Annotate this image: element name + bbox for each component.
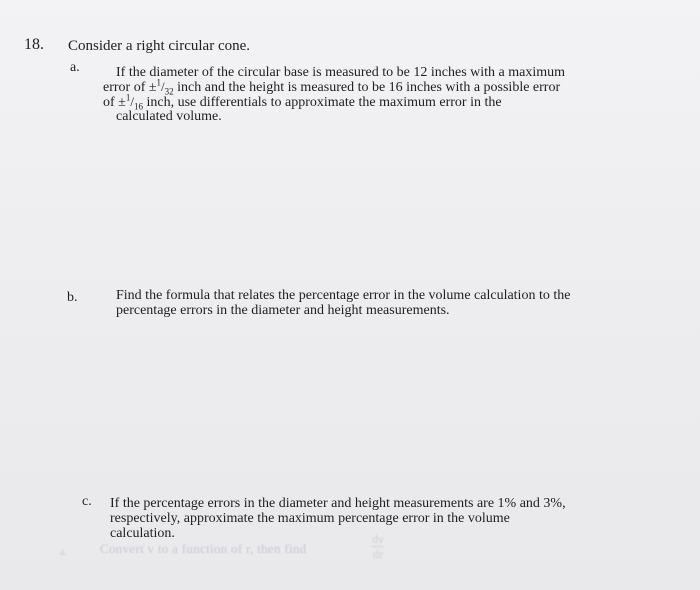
- part-b-line-2: percentage errors in the diameter and height measurements.: [116, 303, 450, 318]
- bleed-through-fraction-denominator: dr: [373, 547, 383, 561]
- part-a-line-3-end: inch, use differentials to approximate the maximum error in the: [142, 95, 502, 110]
- part-a-line-1: If the diameter of the circular base is measured to be 12 inches with a maximum: [116, 65, 566, 80]
- fraction-one-32nd: $^1/_{32}$: [156, 77, 174, 97]
- fraction-numerator: 1: [156, 77, 162, 88]
- part-c-line-2: respectively, approximate the maximum percentage error in the volume: [110, 511, 510, 526]
- part-a-line-3-start: of ±: [103, 95, 126, 110]
- part-c-line-3: calculation.: [110, 526, 175, 541]
- bleed-through-marker: a.: [60, 547, 67, 558]
- question-number: 18.: [24, 36, 44, 53]
- part-a-line-2: [103, 79, 560, 95]
- part-a-line-3: [103, 94, 502, 110]
- fraction-one-16th: $^1/_{16}$: [125, 92, 143, 112]
- fraction-numerator: 1: [125, 92, 131, 103]
- question-title: Consider a right circular cone.: [68, 38, 251, 54]
- part-a-line-2-start: error of ±: [103, 80, 157, 95]
- part-b-marker: b.: [67, 290, 78, 305]
- bleed-through-fraction-numerator: dv: [372, 532, 384, 546]
- bleed-through-fraction: [372, 532, 384, 561]
- part-a-marker: a.: [70, 60, 80, 75]
- part-c-line-1: If the percentage errors in the diameter and height measurements are 1% and 3%,: [110, 496, 566, 511]
- bleed-through-text: Convert v to a function of r, then find: [100, 541, 307, 556]
- fraction-denominator: 32: [164, 86, 174, 97]
- part-a-line-2-end: inch and the height is measured to be 16 inches with a possible error: [173, 80, 561, 95]
- part-c-marker: c.: [82, 494, 92, 509]
- part-a-line-4: calculated volume.: [116, 109, 222, 124]
- part-b-line-1: Find the formula that relates the percentage error in the volume calculation to the: [116, 288, 571, 303]
- fraction-denominator: 16: [133, 101, 143, 112]
